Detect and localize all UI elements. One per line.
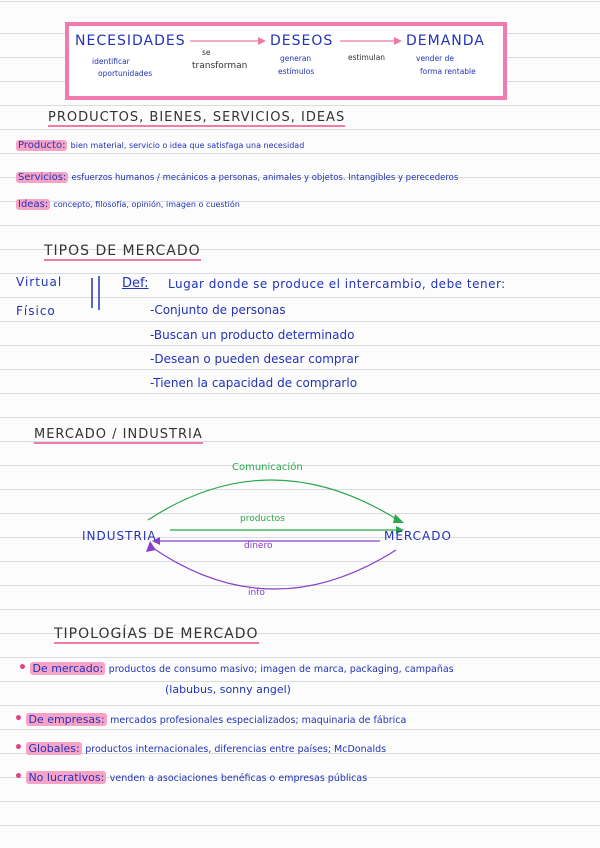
tipologia-label-1: De mercado: <box>32 662 104 675</box>
def-item-1: -Conjunto de personas <box>150 303 286 317</box>
necesidades-label: NECESIDADES <box>75 33 186 49</box>
tipologia-text-1: productos de consumo masivo; imagen de marca, packaging, campañas <box>108 664 454 675</box>
mercado-label: MERCADO <box>384 529 452 543</box>
bullet-1: • <box>18 660 27 676</box>
tipologia-label-2: De empresas: <box>28 713 105 726</box>
ideas-row <box>16 199 240 210</box>
deseos-label: DESEOS <box>270 33 334 49</box>
comunicacion-label: Comunicación <box>232 462 303 473</box>
servicios-row <box>16 172 458 183</box>
transform-note-2: transforman <box>192 61 248 71</box>
tipologia-row-2 <box>14 711 406 727</box>
fisico-label: Físico <box>16 304 56 318</box>
virtual-label: Virtual <box>16 275 63 289</box>
bullet-3: • <box>14 740 23 756</box>
def-item-3: -Desean o pueden desear comprar <box>150 352 359 366</box>
section-mercado-industria-heading: MERCADO / INDUSTRIA <box>34 427 203 442</box>
bullet-2: • <box>14 711 23 727</box>
estimulan-note: estimulan <box>348 53 386 62</box>
ideas-label: Ideas: <box>18 199 49 210</box>
deseos-note-2: estímulos <box>278 67 315 76</box>
tipologia-label-3: Globales: <box>28 742 80 755</box>
def-item-2: -Buscan un producto determinado <box>150 328 355 342</box>
transform-note-1: se <box>202 48 211 57</box>
producto-label: Producto: <box>18 140 66 151</box>
ideas-text: concepto, filosofía, opinión, imagen o cuestión <box>53 200 240 209</box>
servicios-label: Servicios: <box>18 172 67 183</box>
info-label: info <box>248 588 265 598</box>
tipologia-row-3 <box>14 740 386 756</box>
tipologia-text-2: mercados profesionales especializados; maquinaria de fábrica <box>110 715 407 726</box>
servicios-text: esfuerzos humanos / mecánicos a personas, animales y objetos. Intangibles y perecederos <box>71 173 459 183</box>
demanda-note-1: vender de <box>416 54 455 63</box>
tipologia-row-4 <box>14 769 367 785</box>
section-productos-heading: PRODUCTOS, BIENES, SERVICIOS, IDEAS <box>48 110 346 125</box>
comunicacion-arrow-head <box>393 514 404 523</box>
def-label: Def: <box>122 276 149 291</box>
dinero-label: dinero <box>244 541 273 551</box>
demanda-note-2: forma rentable <box>420 67 476 76</box>
demanda-label: DEMANDA <box>406 33 485 49</box>
tipologia-text-1b: (labubus, sonny angel) <box>165 683 291 696</box>
tipologia-text-3: productos internacionales, diferencias entre países; McDonalds <box>85 744 387 755</box>
necesidades-note-2: oportunidades <box>98 69 153 78</box>
tipologia-row-1 <box>18 660 454 676</box>
industria-label: INDUSTRIA <box>82 529 157 543</box>
bullet-4: • <box>14 769 23 785</box>
def-item-4: -Tienen la capacidad de comprarlo <box>150 376 358 390</box>
info-arrow <box>150 546 396 589</box>
section-tipos-heading: TIPOS DE MERCADO <box>44 243 201 259</box>
tipologia-text-4: venden a asociaciones benéficas o empresas públicas <box>109 773 368 784</box>
producto-row <box>16 140 304 151</box>
def-text: Lugar donde se produce el intercambio, debe tener: <box>168 277 506 291</box>
section-tipologias-heading: TIPOLOGÍAS DE MERCADO <box>54 626 259 642</box>
arrow-head-1 <box>258 37 266 45</box>
producto-text: bien material, servicio o idea que satisfaga una necesidad <box>70 141 305 150</box>
necesidades-note-1: identificar <box>92 57 130 66</box>
tipologia-label-4: No lucrativos: <box>28 771 105 784</box>
arrow-head-2 <box>394 37 402 45</box>
deseos-note-1: generan <box>280 54 312 63</box>
productos-label: productos <box>240 514 285 524</box>
